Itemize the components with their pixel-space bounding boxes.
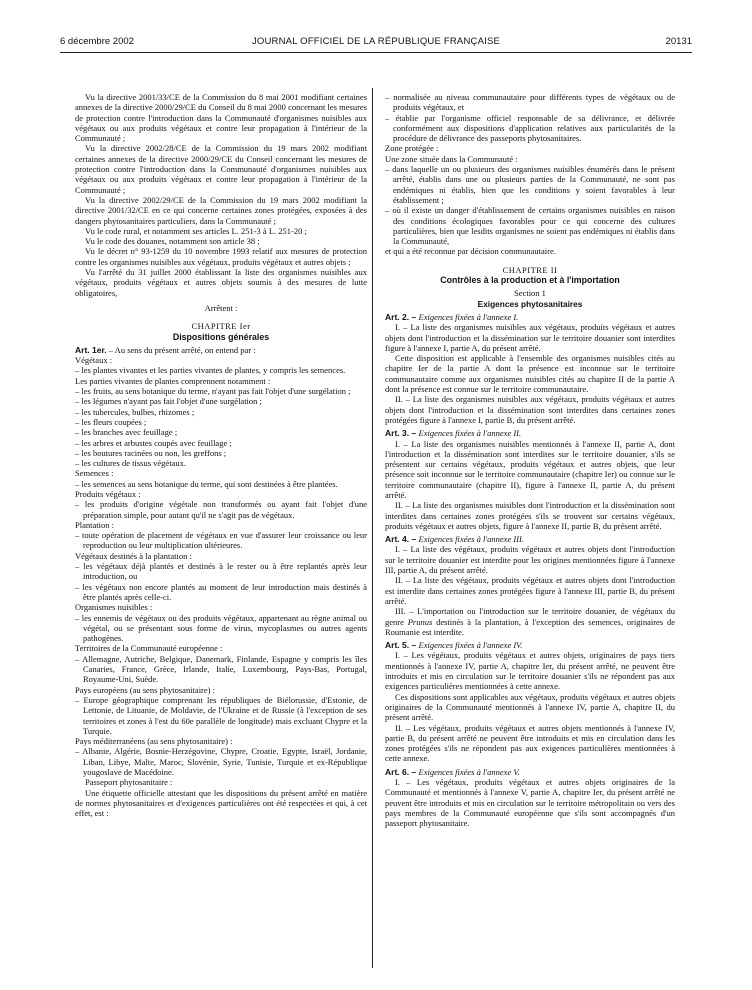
column-divider: [372, 88, 373, 968]
article-1: [75, 345, 367, 355]
definition-item: – Allemagne, Autriche, Belgique, Danemark, Finlande, Espagne y compris les îles Canaries, France, Grèce, Irlande, Italie, Luxembourg, Pays-Bas, Portugal, Royaume-Uni, Suède.: [75, 653, 367, 685]
definition-label: Pays méditerranéens (au sens phytosanitaire) :: [75, 736, 233, 747]
definition-item: – les végétaux non encore plantés au moment de leur introduction mais destinés à être plantés après celle-ci.: [75, 581, 367, 602]
page-number: 20131: [665, 36, 692, 47]
definition-item: – Europe géographique comprenant les républiques de Biélorussie, d'Estonie, de Lettonie, de Lituanie, de Moldavie, de l'Ukraine et de Russie (à l'exception de ses territoires et zones à l'est du 60e parallèle de longitude) mais excluant Chypre et la Turquie.: [75, 694, 367, 736]
article-number: Art. 5.: [385, 640, 410, 651]
visa-paragraph: Vu le code rural, et notamment ses articles L. 251-3 à L. 251-20 ;: [85, 225, 307, 236]
genus-name: Prunus: [407, 616, 433, 627]
definition-item: – les semences au sens botanique du terme, qui sont destinées à être plantées.: [75, 478, 338, 489]
arretent-heading: Arrêtent :: [204, 302, 238, 313]
article-text: – Au sens du présent arrêté, on entend par :: [106, 344, 256, 355]
section-heading: Section 1: [514, 288, 546, 299]
left-column: [75, 92, 367, 818]
article-5: Art. 5. – Exigences fixées à l'annexe IV.: [385, 640, 523, 651]
article-text: III. – L'importation ou l'introduction sur le territoire douanier, de végétaux du genre: [385, 606, 675, 627]
definition-label: Zone protégée :: [385, 143, 439, 154]
definition-item: – les produits d'origine végétale non transformés ou ayant fait l'objet d'une préparation simple, pour autant qu'il ne s'agit pas de végétaux.: [75, 499, 367, 520]
definition-item: – normalisée au niveau communautaire pour différents types de végétaux ou de produits végétaux, et: [385, 92, 675, 113]
article-text: destinés à la plantation, à l'exception des semences, originaires de Roumanie est interdite.: [385, 616, 675, 637]
definition-item: – les plantes vivantes et les parties vivantes de plantes, y compris les semences.: [75, 365, 346, 376]
chapter-title: Contrôles à la production et à l'importation: [440, 275, 620, 286]
article-paragraph: Ces dispositions sont applicables aux végétaux, produits végétaux et autres objets originaires de la Communauté mentionnés à l'annexe IV, partie A, chapitre II, du présent arrêté.: [385, 691, 675, 723]
article-title: Exigences fixées à l'annexe III.: [418, 534, 524, 545]
definition-item: – où il existe un danger d'établissement de certains organismes nuisibles en raison des conditions écologiques favorables pour ce qui concerne des cultures particulières, bien que lesdits organismes ne soient pas endémiques ni établis dans la Communauté,: [385, 205, 675, 247]
article-title: Exigences fixées à l'annexe I.: [418, 311, 519, 322]
header-date: 6 décembre 2002: [60, 36, 134, 47]
page-header: [60, 36, 692, 50]
definition-item: – les fruits, au sens botanique du terme, n'ayant pas fait l'objet d'une surgélation ;: [75, 386, 351, 397]
definition-item: – Albanie, Algérie, Bosnie-Herzégovine, Chypre, Croatie, Egypte, Israël, Jordanie, Liban, Libye, Malte, Maroc, Slovénie, Syrie, Tunisie, Turquie et ex-République yougoslave de Macédoine.: [75, 746, 367, 777]
article-paragraph: II. – La liste des végétaux, produits végétaux et autres objets dont l'introduction est interdite dans certaines zones protégées figure à l'annexe III, partie B, du présent arrêté.: [385, 575, 675, 606]
definition-label: Végétaux destinés à la plantation :: [75, 550, 192, 561]
definition-item: – les végétaux déjà plantés et destinés à le rester ou à être replantés après leur introduction, ou: [75, 561, 367, 582]
definition-label: Plantation :: [75, 519, 114, 530]
definition-item: – établie par l'organisme officiel responsable de sa délivrance, et délivrée conformément aux dispositions d'application relatives aux particularités de la procédure de délivrance des passeports phytosanitaires.: [385, 112, 675, 144]
article-title: Exigences fixées à l'annexe V.: [418, 766, 520, 777]
definition-label: Les parties vivantes de plantes comprennent notamment :: [75, 375, 271, 386]
article-paragraph: Cette disposition est applicable à l'ensemble des organismes nuisibles cités au chapitre Ier de la partie A dont la présence est inconnue sur le territoire communautaire comme aux organismes nuisibles cités au chapitre II de la partie A dont la présence est connue sur le territoire communautaire.: [385, 353, 675, 395]
definition-item: – les cultures de tissus végétaux.: [75, 458, 186, 469]
chapter-heading: CHAPITRE II: [502, 264, 558, 275]
visa-paragraph: Vu l'arrêté du 31 juillet 2000 établissant la liste des organismes nuisibles aux végétaux, produits végétaux et autres objets soumis à des mesures de lutte obligatoires,: [75, 267, 367, 298]
visa-paragraph: Vu le décret n° 93-1259 du 10 novembre 1993 relatif aux mesures de protection contre les organismes nuisibles aux végétaux, produits végétaux et autres objets ;: [75, 246, 367, 267]
journal-title: JOURNAL OFFICIEL DE LA RÉPUBLIQUE FRANÇAISE: [251, 36, 501, 47]
definition-item: – les arbres et arbustes coupés avec feuillage ;: [75, 437, 232, 448]
definition-text: et qui a été reconnue par décision communautaire.: [385, 246, 556, 257]
article-6: Art. 6. – Exigences fixées à l'annexe V.: [385, 766, 520, 777]
definition-text: Une zone située dans la Communauté :: [385, 153, 518, 164]
visa-paragraph: Vu la directive 2001/33/CE de la Commission du 8 mai 2001 modifiant certaines annexes de la directive 2000/29/CE du Conseil du 8 mai 2000 concernant les mesures de protection contre l'introduction dans la Communauté d'organismes nuisibles aux végétaux ou aux produits végétaux et contre leur propagation à l'intérieur de la Communauté ;: [75, 92, 367, 144]
article-title: Exigences fixées à l'annexe II.: [418, 428, 522, 439]
article-number: Art. 6.: [385, 766, 410, 777]
definition-label: Végétaux :: [75, 355, 113, 366]
definition-label: Organismes nuisibles :: [75, 602, 153, 613]
article-number: Art. 4.: [385, 534, 410, 545]
article-paragraph: II. – La liste des organismes nuisibles aux végétaux, produits végétaux et autres objets dont l'introduction et la dissémination sont interdites dans certaines zones protégées figure à l'annexe I, partie B, du présent arrêté.: [385, 394, 675, 425]
article-number: Art. 2.: [385, 311, 410, 322]
article-4: Art. 4. – Exigences fixées à l'annexe III.: [385, 534, 524, 545]
article-paragraph: [385, 606, 675, 637]
definition-item: – toute opération de placement de végétaux en vue d'assurer leur croissance ou leur reproduction ou leur multiplication ultérieures.: [75, 530, 367, 551]
article-2: Art. 2. – Exigences fixées à l'annexe I.: [385, 311, 519, 322]
chapter-title: Dispositions générales: [172, 331, 270, 342]
visa-paragraph: Vu le code des douanes, notamment son article 38 ;: [85, 236, 260, 247]
definition-item: – les fleurs coupées ;: [75, 416, 147, 427]
definition-label: Passeport phytosanitaire :: [85, 777, 173, 788]
visa-paragraph: Vu la directive 2002/28/CE de la Commission du 19 mars 2002 modifiant certaines annexes de la directive 2000/29/CE du Conseil concernant les mesures de protection contre l'introduction dans la Communauté d'organismes nuisibles aux végétaux ou aux produits végétaux et contre leur propagation à l'intérieur de la Communauté ;: [75, 143, 367, 195]
definition-item: – les branches avec feuillage ;: [75, 427, 178, 438]
chapter-heading: CHAPITRE Ier: [191, 321, 251, 332]
visa-paragraph: Vu la directive 2002/29/CE de la Commission du 19 mars 2002 modifiant la directive 2001/32/CE en ce qui concerne certaines zones protégées, exposées à des dangers phytosanitaires particuliers, dans la Communauté ;: [75, 194, 367, 226]
definition-item: – les boutures racinées ou non, les greffons ;: [75, 447, 227, 458]
article-paragraph: I. – Les végétaux, produits végétaux et autres objets, originaires de pays tiers mentionnés à l'annexe IV, partie A, chapitre Ier, du présent arrêté, ne peuvent être introduits et mis en circulation sur le territoire douanier s'ils ne répondent pas aux exigences particulières mentionnées à cette annexe.: [385, 650, 675, 692]
definition-label: Pays européens (au sens phytosanitaire) :: [75, 684, 215, 695]
article-paragraph: I. – Les végétaux, produits végétaux et autres objets originaires de la Communauté et mentionnés à l'annexe V, partie A, chapitre Ier, du présent arrêté ne peuvent être introduits et mis en circulation sur le territoire métropolitain ou vers des pays membres de la Communauté européenne que s'ils sont accompagnés d'un passeport phytosanitaire.: [385, 777, 675, 829]
article-3: Art. 3. – Exigences fixées à l'annexe II.: [385, 428, 522, 439]
definition-item: – les légumes n'ayant pas fait l'objet d'une surgélation ;: [75, 396, 262, 407]
definition-item: – les tubercules, bulbes, rhizomes ;: [75, 406, 195, 417]
definition-item: – les ennemis de végétaux ou des produits végétaux, appartenant au règne animal ou végétal, ou se présentant sous forme de virus, mycoplasmes ou autres agents pathogènes.: [75, 612, 367, 644]
article-paragraph: I. – La liste des végétaux, produits végétaux et autres objets dont l'introduction sur le territoire douanier est interdite pour les origines mentionnées figure à l'annexe III, partie A, du présent arrêté.: [385, 544, 675, 576]
definition-label: Semences :: [75, 468, 114, 479]
definition-item: – dans laquelle un ou plusieurs des organismes nuisibles énumérés dans le présent arrêté, établis dans une ou plusieurs parties de la Communauté, ne sont pas endémiques ni établis, bien que les conditions y soient favorables à leur établissement ;: [385, 164, 675, 205]
article-number: Art. 1er.: [75, 344, 107, 355]
article-paragraph: I. – La liste des organismes nuisibles aux végétaux, produits végétaux et autres objets dont l'introduction et la dissémination sur le territoire douanier sont interdites figure à l'annexe I, partie A, du présent arrêté.: [385, 322, 675, 353]
article-title: Exigences fixées à l'annexe IV.: [418, 640, 523, 651]
article-paragraph: I. – La liste des organismes nuisibles mentionnés à l'annexe II, partie A, dont l'introduction et la dissémination sont interdites sur le territoire douanier, s'ils se présentent sur certains végétaux, produits végétaux et autres objets, que leur présence soit inconnue sur le territoire communautaire (chapitre Ier) ou connue sur le territoire communautaire (chapitre II), figure à l'annexe II, partie A, du présent arrêté.: [385, 438, 675, 500]
section-title: Exigences phytosanitaires: [477, 298, 583, 309]
header-rule: [60, 52, 692, 53]
article-paragraph: II. – La liste des organismes nuisibles dont l'introduction et la dissémination sont interdites dans certaines zones protégées s'ils se trouvent sur certains végétaux, produits végétaux et autres objets, figure à l'annexe II, partie B, du présent arrêté.: [385, 500, 675, 531]
right-column: [385, 92, 675, 828]
definition-label: Produits végétaux :: [75, 488, 141, 499]
definition-text: Une étiquette officielle attestant que les dispositions du présent arrêté en matière de normes phytosanitaires et d'exigences particulières ont été respectées et qui, à cet effet, est :: [75, 787, 367, 819]
article-paragraph: II. – Les végétaux, produits végétaux et autres objets mentionnés à l'annexe IV, partie B, du présent arrêté ne peuvent être introduits et mis en circulation dans les zones protégées s'ils ne répondent pas aux exigences particulières mentionnées à cette annexe.: [385, 722, 675, 764]
article-number: Art. 3.: [385, 428, 410, 439]
definition-label: Territoires de la Communauté européenne :: [75, 643, 223, 654]
